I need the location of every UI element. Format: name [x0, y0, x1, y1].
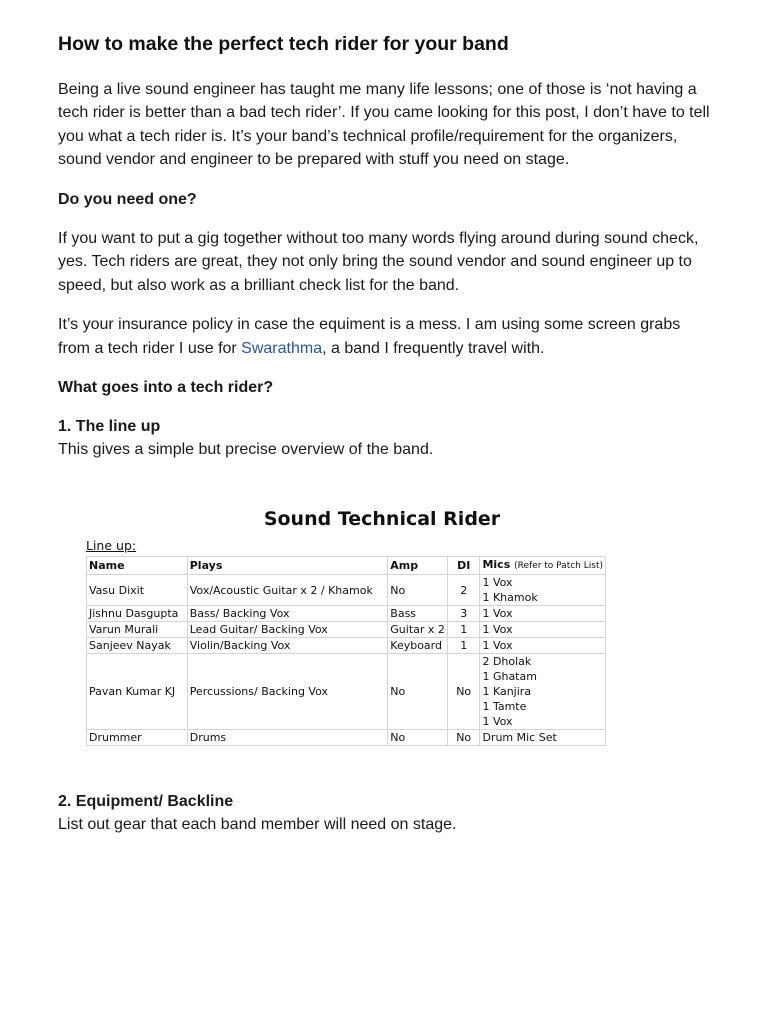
table-row: [87, 622, 606, 638]
cell-amp: Bass: [388, 606, 448, 622]
mic-item: 1 Tamte: [482, 700, 527, 713]
cell-di: No: [447, 654, 480, 730]
cell-mics: [480, 606, 606, 622]
cell-mics: [480, 575, 606, 606]
table-header-row: [87, 557, 606, 575]
tech-rider-image: [86, 506, 606, 762]
header-name: Name: [87, 557, 188, 575]
lineup-table-body: [87, 575, 606, 746]
header-amp: Amp: [388, 557, 448, 575]
section2-heading: 2. Equipment/ Backline: [58, 793, 234, 810]
insurance-paragraph: [58, 313, 714, 360]
mic-item: 1 Vox: [482, 576, 513, 589]
cell-name: Pavan Kumar KJ: [87, 654, 188, 730]
cell-amp: No: [388, 654, 448, 730]
cell-di: 3: [447, 606, 480, 622]
section-equipment: [58, 790, 714, 836]
header-plays: Plays: [187, 557, 388, 575]
table-row: [87, 575, 606, 606]
cell-di: 1: [447, 638, 480, 654]
cell-plays: Violin/Backing Vox: [187, 638, 388, 654]
table-row: [87, 606, 606, 622]
table-row: [87, 638, 606, 654]
insurance-text-before: It’s your insurance policy in case the equiment is a mess. I am using some screen grabs from a tech rider I use for: [58, 316, 681, 357]
table-row: [87, 654, 606, 730]
mic-item: Drum Mic Set: [482, 731, 557, 744]
cell-name: Sanjeev Nayak: [87, 638, 188, 654]
section2-text: List out gear that each band member will need on stage.: [58, 816, 457, 833]
cell-amp: Guitar x 2: [388, 622, 448, 638]
mic-item: 1 Kanjira: [482, 685, 532, 698]
cell-amp: No: [388, 575, 448, 606]
cell-di: No: [447, 730, 480, 746]
cell-name: Drummer: [87, 730, 188, 746]
mic-item: 1 Vox: [482, 715, 513, 728]
mic-item: 1 Khamok: [482, 591, 538, 604]
need-answer-paragraph: If you want to put a gig together without too many words flying around during sound check, yes. Tech riders are great, they not only bring the sound vendor and sound engineer up to speed, but also work as a brilliant check list for the band.: [58, 230, 699, 294]
page-title: How to make the perfect tech rider for your band: [58, 33, 509, 55]
mic-item: 1 Vox: [482, 623, 513, 636]
cell-mics: [480, 638, 606, 654]
header-di: DI: [447, 557, 480, 575]
intro-paragraph: Being a live sound engineer has taught me many life lessons; one of those is ‘not having a tech rider is better than a bad tech rider’. If you came looking for this post, I don’t have to tell you what a tech rider is. It’s your band’s technical profile/requirement for the organizers, sound vendor and engineer to be prepared with stuff you need on stage.: [58, 81, 710, 169]
lineup-table: [86, 556, 606, 746]
cell-amp: Keyboard: [388, 638, 448, 654]
heading-do-you-need-one: Do you need one?: [58, 190, 197, 208]
cell-di: 2: [447, 575, 480, 606]
cell-name: Vasu Dixit: [87, 575, 188, 606]
article-body: [58, 30, 714, 461]
cell-plays: Vox/Acoustic Guitar x 2 / Khamok: [187, 575, 388, 606]
table-row: [87, 730, 606, 746]
rider-lineup-label: Line up:: [86, 538, 137, 553]
cell-di: 1: [447, 622, 480, 638]
cell-plays: Drums: [187, 730, 388, 746]
header-mics-note: (Refer to Patch List): [514, 561, 603, 571]
cell-mics: [480, 622, 606, 638]
cell-plays: Percussions/ Backing Vox: [187, 654, 388, 730]
mic-item: 1 Vox: [482, 607, 513, 620]
cell-mics: [480, 730, 606, 746]
cell-plays: Bass/ Backing Vox: [187, 606, 388, 622]
insurance-text-after: , a band I frequently travel with.: [322, 339, 545, 357]
header-mics-label: Mics: [482, 558, 511, 571]
cell-name: Jishnu Dasgupta: [87, 606, 188, 622]
header-mics: [480, 557, 606, 575]
rider-title: Sound Technical Rider: [263, 508, 501, 530]
section1-heading: 1. The line up: [58, 418, 161, 436]
mic-item: 1 Vox: [482, 639, 513, 652]
cell-amp: No: [388, 730, 448, 746]
cell-plays: Lead Guitar/ Backing Vox: [187, 622, 388, 638]
section1-text: This gives a simple but precise overview of the band.: [58, 441, 434, 459]
mic-item: 2 Dholak: [482, 655, 532, 668]
mic-item: 1 Ghatam: [482, 670, 537, 683]
cell-mics: [480, 654, 606, 730]
cell-name: Varun Murali: [87, 622, 188, 638]
heading-what-goes-into: What goes into a tech rider?: [58, 379, 274, 397]
swarathma-link[interactable]: Swarathma: [236, 339, 323, 357]
section-line-up: [58, 415, 714, 461]
